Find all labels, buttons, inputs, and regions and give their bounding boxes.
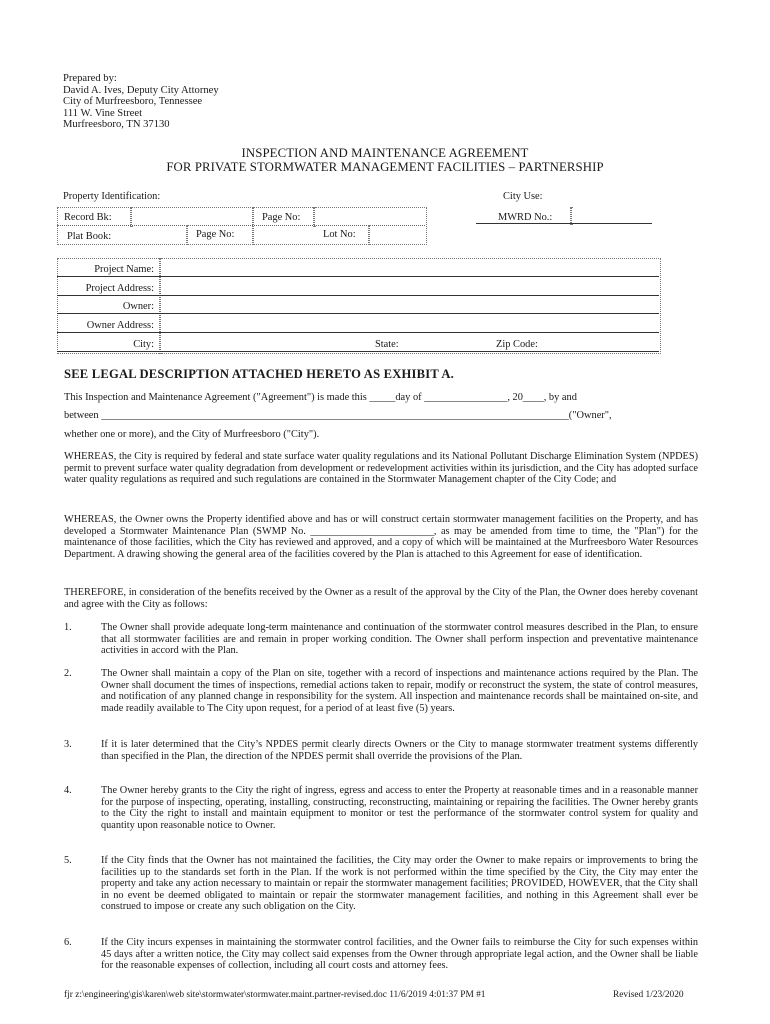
item-text: The Owner hereby grants to the City the right of ingress, egress and access to enter the Property at reasonable times and in a reasonable manner for the purpose of inspecting, operating, installing, constructing, reconstructing, maintaining or repairing the facilities. The Owner hereby grants to the City the right to install and maintain equipment to monitor or test the performance of the stormwater control system for quality and quantity upon reasonable notice to Owner. — [101, 785, 698, 831]
item-text: If the City incurs expenses in maintaining the stormwater control facilities, and the Owner fails to reimburse the City for such expenses within 45 days after a written notice, the City may collect said expenses from the Owner through appropriate legal action, and the Owner shall be liable for the reasonable expenses of collection, including all court costs and attorney fees. — [101, 937, 698, 972]
grid-divider — [570, 207, 572, 225]
item-text: If it is later determined that the City’s NPDES permit clearly directs Owners or the City to manage stormwater treatment systems differently than specified in the Plan, the direction of the NPDES permit shall override the provisions of the Plan. — [101, 739, 698, 762]
whereas-paragraph-2: WHEREAS, the Owner owns the Property identified above and has or will construct certain stormwater management facilities on the Property, and has developed a Stormwater Maintenance Plan (SWMP No. ________________________, as may be amended from time to time, the "Plan") for the maintenance of those facilities, which the City has reviewed and approved, and a copy of which will be maintained at the Murfreesboro Water Resources Department. A drawing showing the general area of the facilities covered by the Plan is attached to this Agreement for ease of identification. — [64, 514, 698, 560]
record-bk-label: Record Bk: — [64, 212, 112, 223]
project-row-line — [57, 295, 659, 296]
grid-divider — [159, 258, 161, 354]
prepared-by-block — [63, 73, 219, 131]
agreement-intro-line-2: between __________________________________________________________________________________________("Owner", — [64, 410, 612, 421]
prepared-by-line: City of Murfreesboro, Tennessee — [63, 96, 203, 108]
project-row-line — [57, 351, 659, 352]
zip-code-label: Zip Code: — [496, 339, 538, 350]
grid-divider — [368, 225, 370, 245]
prepared-by-line: David A. Ives, Deputy City Attorney — [63, 84, 219, 96]
city-use-label: City Use: — [503, 191, 543, 202]
identification-grid — [57, 207, 427, 245]
project-row-line — [57, 276, 659, 277]
item-number: 1. — [64, 622, 72, 633]
lot-no-label: Lot No: — [323, 229, 356, 240]
therefore-paragraph: THEREFORE, in consideration of the benefits received by the Owner as a result of the approval by the City of the Plan, the Owner does hereby covenant and agree with the City as follows: — [64, 587, 698, 610]
grid-divider — [252, 207, 254, 245]
item-number: 6. — [64, 937, 72, 948]
footer-file-path: fjr z:\engineering\gis\karen\web site\stormwater\stormwater.maint.partner-revised.doc 11/6/2019 4:01:37 PM #1 — [64, 990, 486, 1000]
project-address-label: Project Address: — [85, 283, 154, 294]
whereas-paragraph-1: WHEREAS, the City is required by federal and state surface water quality regulations and its National Pollutant Discharge Elimination System (NPDES) permit to prevent surface water quality degradation from development or redevelopment activities within its jurisdiction, and the City has adopted surface water quality regulations as required and such regulations are contained in the Stormwater Management chapter of the City Code; and — [64, 451, 698, 486]
item-text: If the City finds that the Owner has not maintained the facilities, the City may order the Owner to make repairs or improvements to bring the facilities up to the standards set forth in the Plan. If the work is not performed within the time specified by the City, the City may enter the property and take any action necessary to maintain or repair the stormwater management facilities; PROVIDED, HOWEVER, that the City shall in no event be deemed obligated to maintain or repair the stormwater management facilities, and nothing in this Agreement shall ever be construed to impose or create any such obligation on the City. — [101, 855, 698, 913]
item-text: The Owner shall provide adequate long-term maintenance and continuation of the stormwater control measures described in the Plan, to ensure that all stormwater facilities are and remain in proper working condition. The Owner shall perform inspection and preventative maintenance activities in accord with the Plan. — [101, 622, 698, 657]
city-label: City: — [133, 339, 154, 350]
plat-book-label: Plat Book: — [67, 231, 112, 242]
state-label: State: — [375, 339, 399, 350]
mwrd-no-label: MWRD No.: — [498, 212, 553, 223]
grid-divider — [130, 207, 132, 227]
project-name-label: Project Name: — [94, 264, 154, 275]
item-number: 3. — [64, 739, 72, 750]
page-no-label-2: Page No: — [196, 229, 235, 240]
item-text: The Owner shall maintain a copy of the Plan on site, together with a record of inspections and maintenance actions required by the Plan. The Owner shall document the times of inspections, remedial actions taken to repair, modify or reconstruct the system, the state of control measures, and notification of any planned change in responsibility for the system. All inspection and maintenance records shall be maintained on-site, and made readily available to The City upon request, for a period of at least five (5) years. — [101, 668, 698, 714]
grid-divider — [313, 207, 315, 227]
item-number: 4. — [64, 785, 72, 796]
prepared-by-line: 111 W. Vine Street — [63, 107, 143, 119]
item-number: 2. — [64, 668, 72, 679]
project-row-line — [57, 332, 659, 333]
owner-address-label: Owner Address: — [86, 320, 154, 331]
property-identification-label: Property Identification: — [63, 191, 161, 202]
footer-revised-date: Revised 1/23/2020 — [613, 990, 684, 1000]
agreement-intro-line-3: whether one or more), and the City of Murfreesboro ("City"). — [64, 429, 320, 440]
agreement-intro-line-1: This Inspection and Maintenance Agreement ("Agreement") is made this _____day of ________________, 20____, by and — [64, 392, 577, 403]
project-row-line — [57, 313, 659, 314]
item-number: 5. — [64, 855, 72, 866]
document-title-line-1: INSPECTION AND MAINTENANCE AGREEMENT — [241, 146, 529, 160]
owner-label: Owner: — [122, 301, 154, 312]
grid-divider — [186, 225, 188, 245]
legal-description-heading: SEE LEGAL DESCRIPTION ATTACHED HERETO AS EXHIBIT A. — [64, 367, 454, 381]
document-title-line-2: FOR PRIVATE STORMWATER MANAGEMENT FACILITIES – PARTNERSHIP — [166, 160, 604, 174]
prepared-by-line: Prepared by: — [63, 73, 117, 84]
mwrd-underline — [476, 223, 652, 224]
prepared-by-line: Murfreesboro, TN 37130 — [63, 119, 170, 131]
page-no-label: Page No: — [262, 212, 301, 223]
